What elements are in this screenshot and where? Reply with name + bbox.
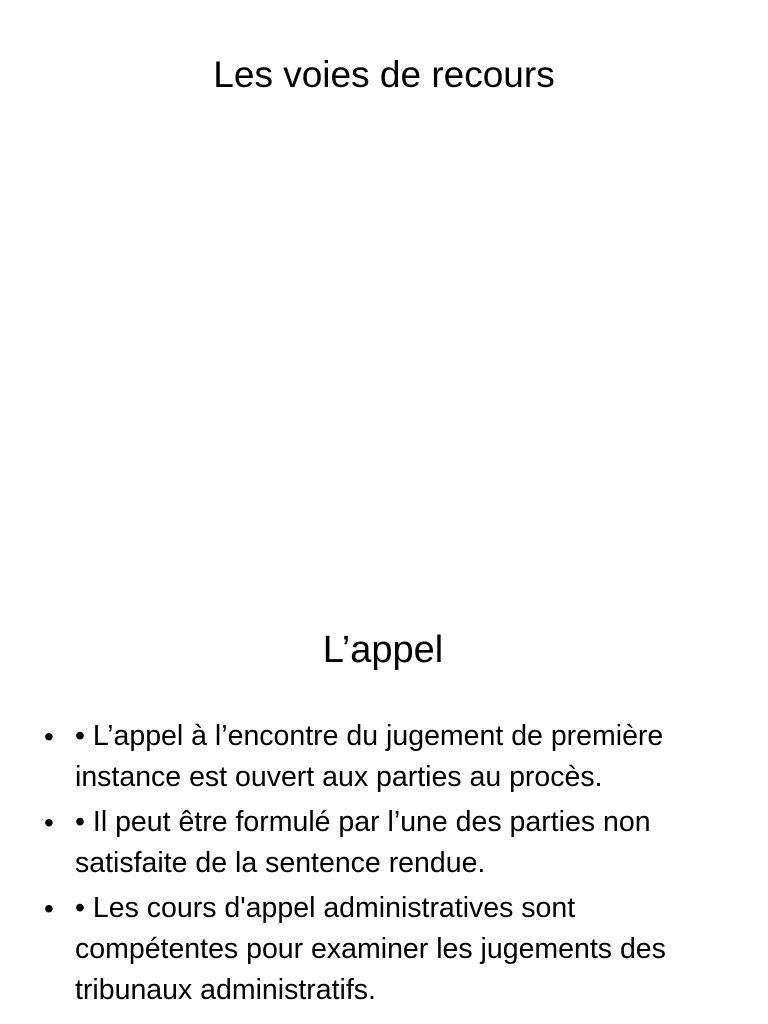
bullet-text: • L’appel à l’encontre du jugement de première instance est ouvert aux parties au procès.	[75, 720, 664, 793]
list-item	[0, 888, 768, 1011]
section-title: L’appel	[322, 629, 444, 671]
bullet-list	[0, 716, 768, 1015]
list-item	[0, 716, 768, 798]
bullet-icon: •	[44, 721, 54, 752]
slide-title: Les voies de recours	[213, 54, 555, 95]
list-item	[0, 802, 768, 884]
bullet-text: • Il peut être formulé par l’une des parties non satisfaite de la sentence rendue.	[75, 806, 651, 879]
bullet-icon: •	[44, 807, 54, 838]
bullet-icon: •	[44, 893, 54, 924]
bullet-text: • Les cours d'appel administratives sont compétentes pour examiner les jugements des tribunaux administratifs.	[75, 892, 666, 1006]
